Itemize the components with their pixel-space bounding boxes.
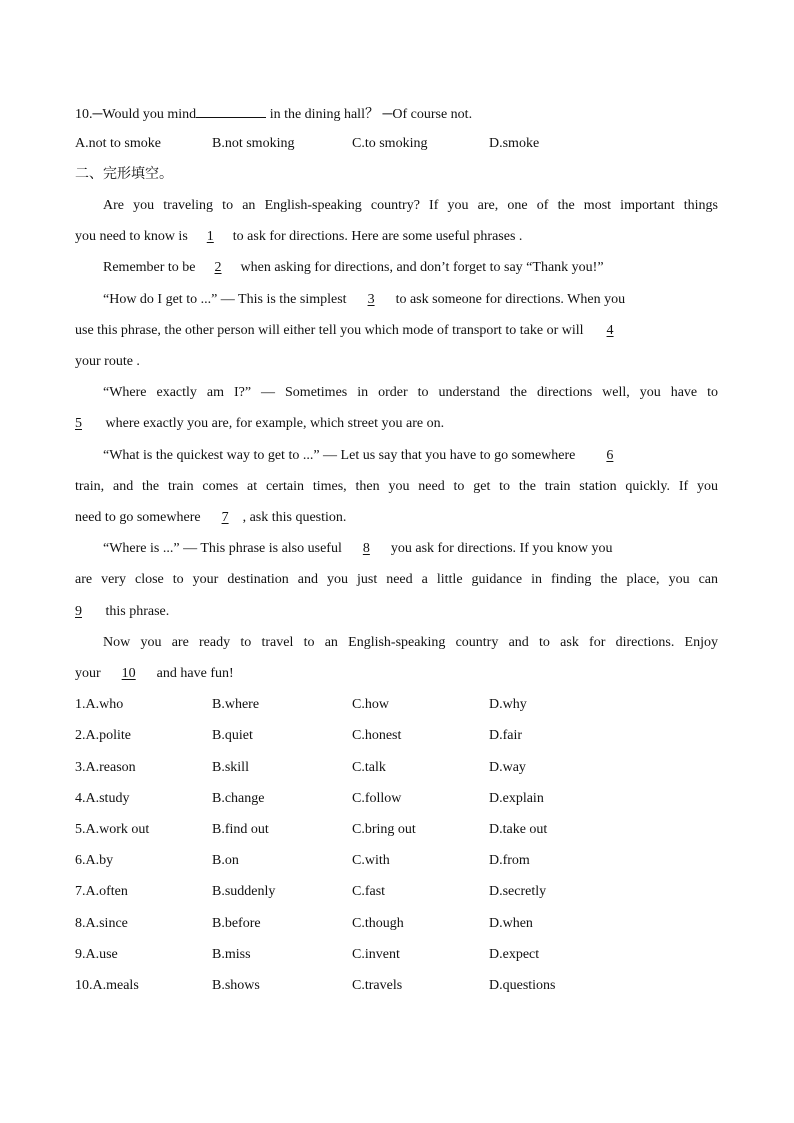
option-d[interactable]: D.from	[489, 853, 530, 868]
option-a[interactable]: 9.A.use	[75, 947, 118, 962]
option-c[interactable]: C.travels	[352, 978, 403, 993]
passage-line: use this phrase, the other person will either tell you which mode of transport to take or will 4	[75, 323, 614, 338]
question-row	[75, 851, 609, 871]
passage-line: train, and the train comes at certain times, then you need to get to the train station quickly. If you	[75, 479, 718, 494]
passage-line: Remember to be 2 when asking for directions, and don’t forget to say “Thank you!”	[103, 260, 604, 275]
q10-option-d[interactable]: D.smoke	[489, 136, 540, 151]
option-b[interactable]: B.suddenly	[212, 884, 276, 899]
option-c[interactable]: C.invent	[352, 947, 400, 962]
blank-6[interactable]: 6	[606, 448, 614, 463]
q10-option-b[interactable]: B.not smoking	[212, 136, 295, 151]
passage-line: you need to know is 1 to ask for directions. Here are some useful phrases .	[75, 229, 523, 244]
passage-line: Now you are ready to travel to an English-speaking country and to ask for directions. Enjoy	[103, 635, 718, 650]
q10-option-c[interactable]: C.to smoking	[352, 136, 428, 151]
blank-3[interactable]: 3	[367, 292, 375, 307]
option-b[interactable]: B.quiet	[212, 728, 253, 743]
option-a[interactable]: 7.A.often	[75, 884, 128, 899]
option-a[interactable]: 2.A.polite	[75, 728, 131, 743]
option-b[interactable]: B.before	[212, 916, 261, 931]
passage-line: need to go somewhere 7 , ask this question.	[75, 510, 347, 525]
passage-line: your 10 and have fun!	[75, 666, 234, 681]
passage-line: “What is the quickest way to get to ...” — Let us say that you have to go somewhere 6	[103, 448, 614, 463]
option-c[interactable]: C.talk	[352, 760, 386, 775]
q10-stem-after: in the dining hall？ ─Of course not.	[269, 107, 473, 122]
blank-4[interactable]: 4	[606, 323, 614, 338]
option-d[interactable]: D.secretly	[489, 884, 547, 899]
option-b[interactable]: B.change	[212, 791, 265, 806]
option-d[interactable]: D.questions	[489, 978, 556, 993]
blank-1[interactable]: 1	[206, 229, 214, 244]
passage-line: 9 this phrase.	[75, 604, 170, 619]
q10-option-a[interactable]: A.not to smoke	[75, 136, 161, 151]
blank-5[interactable]: 5	[75, 416, 82, 431]
passage-line: “Where exactly am I?” — Sometimes in order to understand the directions well, you have to	[103, 385, 718, 400]
passage-line: “How do I get to ...” — This is the simplest 3 to ask someone for directions. When you	[103, 292, 626, 307]
option-a[interactable]: 5.A.work out	[75, 822, 150, 837]
question-row	[75, 914, 609, 934]
option-c[interactable]: C.fast	[352, 884, 386, 899]
option-b[interactable]: B.where	[212, 697, 260, 712]
question-row	[75, 758, 609, 778]
question-row	[75, 976, 609, 996]
blank-10[interactable]: 10	[121, 666, 136, 681]
option-a[interactable]: 4.A.study	[75, 791, 130, 806]
option-b[interactable]: B.miss	[212, 947, 251, 962]
question-row	[75, 882, 609, 902]
option-c[interactable]: C.though	[352, 916, 404, 931]
section-title: 二、完形填空。	[75, 166, 173, 182]
question-row	[75, 789, 609, 809]
option-a[interactable]: 1.A.who	[75, 697, 124, 712]
q10-stem-before: 10.─Would you mind	[75, 107, 197, 122]
option-b[interactable]: B.skill	[212, 760, 249, 775]
option-c[interactable]: C.follow	[352, 791, 402, 806]
option-b[interactable]: B.shows	[212, 978, 260, 993]
option-d[interactable]: D.take out	[489, 822, 548, 837]
option-a[interactable]: 3.A.reason	[75, 760, 136, 775]
option-c[interactable]: C.honest	[352, 728, 402, 743]
q10-options	[75, 134, 609, 154]
question-row	[75, 820, 609, 840]
blank-7[interactable]: 7	[221, 510, 229, 525]
passage-line: Are you traveling to an English-speaking country? If you are, one of the most important things	[103, 198, 718, 213]
option-d[interactable]: D.way	[489, 760, 526, 775]
option-d[interactable]: D.explain	[489, 791, 544, 806]
blank-8[interactable]: 8	[362, 541, 370, 556]
passage-line: “Where is ...” — This phrase is also useful 8 you ask for directions. If you know you	[103, 541, 613, 556]
passage-line: 5 where exactly you are, for example, which street you are on.	[75, 416, 445, 431]
option-d[interactable]: D.fair	[489, 728, 523, 743]
option-d[interactable]: D.when	[489, 916, 533, 931]
blank-2[interactable]: 2	[214, 260, 222, 275]
option-d[interactable]: D.why	[489, 697, 527, 712]
option-c[interactable]: C.how	[352, 697, 389, 712]
q10-blank[interactable]	[196, 102, 266, 118]
question-row	[75, 695, 609, 715]
option-a[interactable]: 10.A.meals	[75, 978, 139, 993]
passage-line: are very close to your destination and you just need a little guidance in finding the place, you can	[75, 572, 718, 587]
option-b[interactable]: B.find out	[212, 822, 269, 837]
option-c[interactable]: C.bring out	[352, 822, 416, 837]
option-d[interactable]: D.expect	[489, 947, 540, 962]
option-b[interactable]: B.on	[212, 853, 239, 868]
blank-9[interactable]: 9	[75, 604, 82, 619]
option-a[interactable]: 8.A.since	[75, 916, 128, 931]
question-row	[75, 726, 609, 746]
option-c[interactable]: C.with	[352, 853, 390, 868]
passage-line: your route .	[75, 354, 140, 369]
option-a[interactable]: 6.A.by	[75, 853, 114, 868]
question-row	[75, 945, 609, 965]
q10-stem	[75, 102, 472, 125]
